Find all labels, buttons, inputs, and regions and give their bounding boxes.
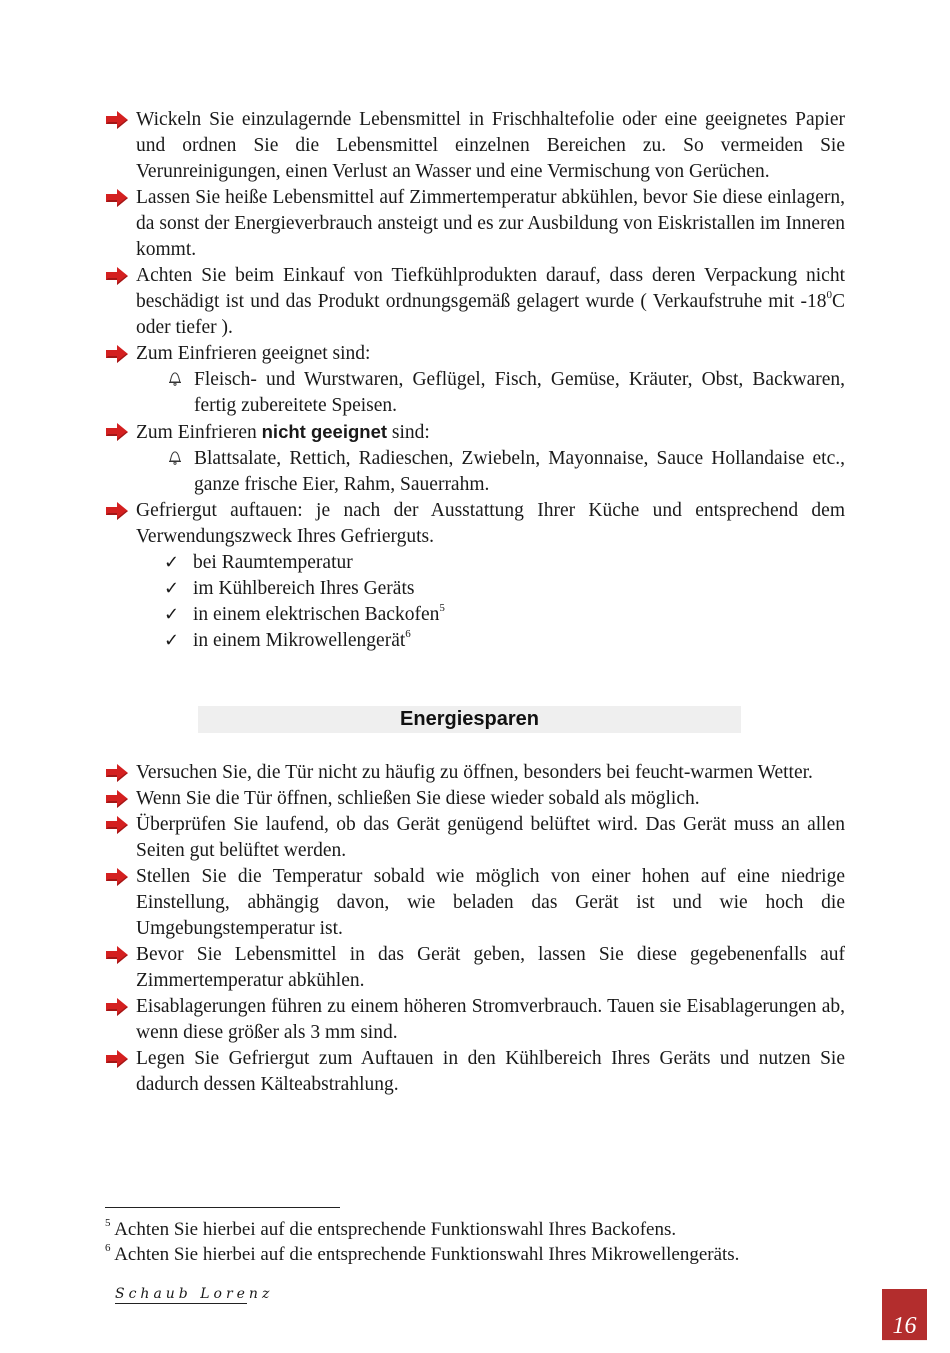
red-arrow-bullet-icon: [105, 790, 129, 808]
red-arrow-bullet-icon: [105, 998, 129, 1016]
list-item-text-end: C oder tiefer ).: [136, 291, 845, 338]
list-item: [105, 942, 845, 994]
footnote-number: 5: [105, 1216, 111, 1229]
red-arrow-bullet-icon: [105, 345, 129, 363]
bell-bullet-icon: [167, 370, 183, 386]
suitable-foods-text: Fleisch- und Wurstwaren, Geflügel, Fisch, Gemüse, Kräuter, Obst, Backwaren, fertig zubereitete Speisen.: [194, 369, 845, 416]
thaw-option: [105, 550, 845, 576]
footnote-divider: [105, 1207, 340, 1208]
thaw-option-text: in einem elektrischen Backofen: [193, 604, 440, 625]
page-number-underline: [882, 1340, 927, 1342]
list-item-text: Zum Einfrieren geeignet sind:: [136, 343, 371, 364]
footnote-ref[interactable]: 6: [405, 627, 411, 640]
unsuitable-foods-text: Blattsalate, Rettich, Radieschen, Zwiebeln, Mayonnaise, Sauce Hollandaise etc., ganze frische Eier, Rahm, Sauerrahm.: [194, 448, 845, 495]
suitable-foods-item: [105, 367, 845, 419]
unsuitable-foods-item: [105, 446, 845, 498]
list-item: [105, 760, 845, 786]
list-item-text: Versuchen Sie, die Tür nicht zu häufig zu öffnen, besonders bei feucht-warmen Wetter.: [136, 762, 813, 783]
list-item-text: Legen Sie Gefriergut zum Auftauen in den Kühlbereich Ihres Geräts und nutzen Sie dadurch dessen Kälteabstrahlung.: [136, 1048, 845, 1095]
red-arrow-bullet-icon: [105, 816, 129, 834]
footnote-number: 6: [105, 1241, 111, 1254]
bell-bullet-icon: [167, 449, 183, 465]
page-number: 16: [892, 1313, 917, 1339]
logo-underline: [115, 1303, 247, 1304]
thaw-option-text: in einem Mikrowellengerät: [193, 630, 406, 651]
checkmark-icon: ✓: [164, 630, 180, 651]
storage-tips-list: [105, 107, 845, 654]
list-item: [105, 864, 845, 942]
thaw-option-text: im Kühlbereich Ihres Geräts: [193, 578, 415, 599]
list-item-text-end: sind:: [387, 422, 430, 443]
footnote-text: Achten Sie hierbei auf die entsprechende Funktionswahl Ihres Backofens.: [110, 1219, 677, 1240]
list-item: [105, 107, 845, 185]
list-item-text: Stellen Sie die Temperatur sobald wie möglich von einer hohen auf eine niedrige Einstellung, abhängig davon, wie beladen das Gerät ist und wie hoch die Umgebungstemperatur ist.: [136, 866, 845, 939]
list-item: [105, 498, 845, 550]
footnote: [105, 1243, 739, 1267]
red-arrow-bullet-icon: [105, 267, 129, 285]
brand-logo: Schaub Lorenz: [115, 1286, 274, 1302]
list-item-text: Gefriergut auftauen: je nach der Ausstattung Ihrer Küche und entsprechend dem Verwendungszweck Ihres Gefrierguts.: [136, 500, 845, 547]
emphasis-not-suitable: nicht geeignet: [261, 421, 388, 442]
section-heading: Energiesparen: [198, 706, 741, 733]
list-item: [105, 341, 845, 367]
list-item: [105, 1046, 845, 1098]
footnote: [105, 1218, 676, 1242]
list-item-text: Eisablagerungen führen zu einem höheren Stromverbrauch. Tauen sie Eisablagerungen ab, wenn diese größer als 3 mm sind.: [136, 996, 845, 1043]
checkmark-icon: ✓: [164, 604, 180, 625]
thaw-option-text: bei Raumtemperatur: [193, 552, 353, 573]
degree-superscript: 0: [826, 288, 832, 301]
list-item-text: Lassen Sie heiße Lebensmittel auf Zimmertemperatur abkühlen, bevor Sie diese einlagern, da sonst der Energieverbrauch ansteigt und es zur Ausbildung von Eiskristallen im Inneren kommt.: [136, 187, 845, 260]
list-item-text: Wickeln Sie einzulagernde Lebensmittel in Frischhaltefolie oder eine geeignetes Papier und ordnen Sie die Lebensmittel einzelnen Bereichen zu. So vermeiden Sie Verunreinigungen, einen Verlust an Wasser und eine Vermischung von Gerüchen.: [136, 109, 845, 182]
red-arrow-bullet-icon: [105, 946, 129, 964]
red-arrow-bullet-icon: [105, 111, 129, 129]
thaw-option: [105, 628, 845, 654]
list-item: [105, 812, 845, 864]
footnote-text: Achten Sie hierbei auf die entsprechende Funktionswahl Ihres Mikrowellengeräts.: [110, 1244, 740, 1265]
footnote-ref[interactable]: 5: [439, 601, 445, 614]
list-item: [105, 263, 845, 341]
red-arrow-bullet-icon: [105, 423, 129, 441]
list-item-text: Achten Sie beim Einkauf von Tiefkühlprodukten darauf, dass deren Verpackung nicht beschädigt ist und das Produkt ordnungsgemäß gelagert wurde ( Verkaufstruhe mit -18: [136, 265, 845, 312]
list-item-text: Bevor Sie Lebensmittel in das Gerät geben, lassen Sie diese gegebenenfalls auf Zimmertemperatur abkühlen.: [136, 944, 845, 991]
list-item: [105, 786, 845, 812]
energy-saving-list: [105, 760, 845, 1098]
red-arrow-bullet-icon: [105, 502, 129, 520]
red-arrow-bullet-icon: [105, 1050, 129, 1068]
red-arrow-bullet-icon: [105, 764, 129, 782]
list-item: [105, 419, 845, 446]
list-item-text: Überprüfen Sie laufend, ob das Gerät genügend belüftet wird. Das Gerät muss an allen Seiten gut belüftet werden.: [136, 814, 845, 861]
thaw-option: [105, 576, 845, 602]
list-item: [105, 185, 845, 263]
checkmark-icon: ✓: [164, 552, 180, 573]
list-item-text: Wenn Sie die Tür öffnen, schließen Sie diese wieder sobald als möglich.: [136, 788, 700, 809]
thaw-option: [105, 602, 845, 628]
checkmark-icon: ✓: [164, 578, 180, 599]
red-arrow-bullet-icon: [105, 868, 129, 886]
list-item: [105, 994, 845, 1046]
list-item-text: Zum Einfrieren: [136, 422, 262, 443]
red-arrow-bullet-icon: [105, 189, 129, 207]
